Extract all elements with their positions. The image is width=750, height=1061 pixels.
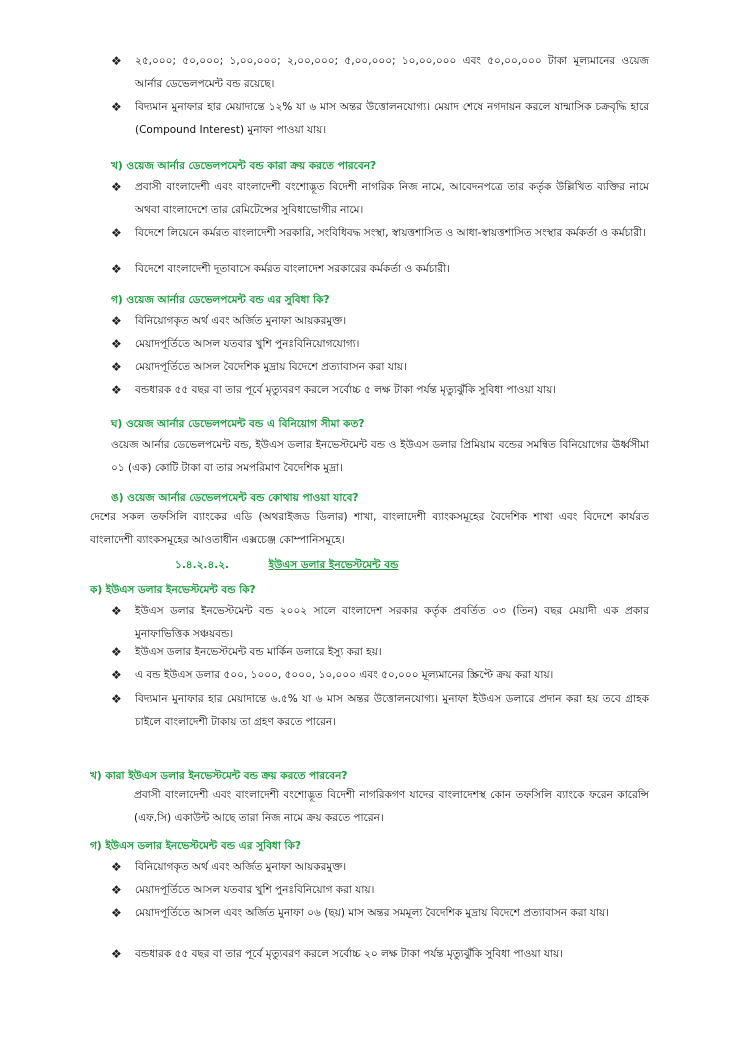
diamond-bullet-icon: ❖ (111, 314, 122, 328)
bullet-text: বিনিয়োগকৃত অর্থ এবং অর্জিত মুনাফা আয়করমুক্ত। (135, 861, 347, 873)
bullet-text: বন্ডধারক ৫৫ বছর বা তার পূর্বে মৃত্যুবরণ করলে সর্বোচ্চ ২০ লক্ষ টাকা পর্যন্ত মৃত্যুঝুঁকি সুবিধা পাওয়া যায়। (135, 948, 563, 960)
bullet-profit-rate (111, 96, 649, 142)
bullet-text: মেয়াদপূর্তিতে আসল এবং অর্জিত মুনাফা ০৬ (ছয়) মাস অন্তর সমমূল্য বৈদেশিক মুদ্রায় বিদেশে প্রত্যাবাসন করা যায়। (135, 907, 609, 919)
bullet-repatriation (111, 356, 649, 379)
bullet-text: বিদ্যমান মুনাফার হার মেয়াদান্তে ১২% যা ৬ মাস অন্তর উত্তোলনযোগ্য। মেয়াদ শেষে নগদায়ন করলে ষান্মাসিক চক্রবৃদ্ধি হারে (Compound Interest) মুনাফা পাওয়া যায়। (135, 101, 649, 136)
diamond-bullet-icon: ❖ (111, 860, 122, 874)
bullet-usd-issued (111, 641, 649, 664)
heading-where-available: ঙ) ওয়েজ আর্নার ডেভেলপমেন্ট বন্ড কোথায় পাওয়া যাবে? (111, 492, 359, 504)
bullet-usd-profit (111, 688, 649, 734)
diamond-bullet-icon: ❖ (111, 906, 122, 920)
diamond-bullet-icon: ❖ (111, 360, 122, 374)
bullet-text: বিনিয়োগকৃত অর্থ এবং অর্জিত মুনাফা আয়করমুক্ত। (135, 315, 347, 327)
paragraph-who-can-buy-usd: প্রবাসী বাংলাদেশী এবং বাংলাদেশী বংশোদ্ভূত বিদেশী নাগরিকগণ যাদের বাংলাদেশস্থ কোন তফসিলি ব্যাংকে ফরেন কারেন্সি (এফ.সি) একাউন্ট আছে তারা নিজ নামে ক্রয় করতে পারেন। (134, 789, 649, 824)
bullet-usd-reinvest (111, 879, 649, 902)
paragraph-investment-limit: ওয়েজ আর্নার ডেভেলপমেন্ট বন্ড, ইউএস ডলার ইনভেস্টমেন্ট বন্ড ও ইউএস ডলার প্রিমিয়াম বন্ডের সমন্বিত বিনিয়োগের ঊর্ধ্বসীমা ০১ (এক) কোটি টাকা বা তার সমপরিমাণ বৈদেশিক মুদ্রা। (111, 439, 649, 474)
subsection-title: ইউএস ডলার ইনভেস্টমেন্ট বন্ড (268, 559, 399, 571)
bullet-text: প্রবাসী বাংলাদেশী এবং বাংলাদেশী বংশোদ্ভূত বিদেশী নাগরিক নিজ নামে, আবেদনপত্রে তার কর্তৃক উল্লিখিত ব্যক্তির নামে অথবা বাংলাদেশে তার রেমিটেন্সের সুবিধাভোগীর নামে। (135, 181, 649, 216)
bullet-lien-officials (111, 222, 649, 245)
bullet-embassy-staff (111, 258, 649, 281)
bullet-text: মেয়াদপূর্তিতে আসল যতবার খুশি পুনঃবিনিয়োগযোগ্য। (135, 338, 360, 350)
diamond-bullet-icon: ❖ (111, 668, 122, 682)
diamond-bullet-icon: ❖ (111, 54, 122, 68)
diamond-bullet-icon: ❖ (111, 226, 122, 240)
bullet-denominations (111, 50, 649, 96)
bullet-reinvest (111, 333, 649, 356)
bullet-text: ২৫,০০০; ৫০,০০০; ১,০০,০০০; ২,০০,০০০; ৫,০০,০০০; ১০,০০,০০০ এবং ৫০,০০,০০০ টাকা মূল্যমানের ওয়েজ আর্নার ডেভেলপমেন্ট বন্ড রয়েছে। (135, 55, 649, 90)
diamond-bullet-icon: ❖ (111, 383, 122, 397)
paragraph-where-available: দেশের সকল তফসিলি ব্যাংকের এডি (অথরাইজড ডিলার) শাখা, বাংলাদেশী ব্যাংকসমূহের বৈদেশিক শাখা এবং বিদেশে কার্যরত বাংলাদেশী ব্যাংকসমূহের আওতাধীন এক্সচেঞ্জ কোম্পানিসমূহে। (90, 511, 649, 546)
bullet-text: ইউএস ডলার ইনভেস্টমেন্ট বন্ড মার্কিন ডলারে ইস্যু করা হয়। (135, 646, 382, 658)
bullet-text: বিদেশে লিয়েনে কর্মরত বাংলাদেশী সরকারি, সংবিধিবদ্ধ সংস্থা, স্বায়ত্তশাসিত ও আধা-স্বায়ত্তশাসিত সংস্থার কর্মকর্তা ও কর্মচারী। (135, 227, 646, 239)
bullet-text: বিদেশে বাংলাদেশী দূতাবাসে কর্মরত বাংলাদেশ সরকারের কর্মকর্তা ও কর্মচারী। (135, 263, 450, 275)
heading-usd-benefits: গ) ইউএস ডলার ইনভেস্টমেন্ট বন্ড এর সুবিধা কি? (90, 840, 301, 852)
diamond-bullet-icon: ❖ (111, 604, 122, 618)
bullet-text: মেয়াদপূর্তিতে আসল বৈদেশিক মুদ্রায় বিদেশে প্রত্যাবাসন করা যায়। (135, 361, 407, 373)
bullet-usd-death-risk (111, 943, 649, 966)
bullet-usd-intro (111, 600, 649, 646)
bullet-text: ইউএস ডলার ইনভেস্টমেন্ট বন্ড ২০০২ সালে বাংলাদেশ সরকার কর্তৃক প্রবর্তিত ০৩ (তিন) বছর মেয়াদী এক প্রকার মুনাফাভিত্তিক সঞ্চয়বন্ড। (135, 605, 649, 640)
diamond-bullet-icon: ❖ (111, 262, 122, 276)
diamond-bullet-icon: ❖ (111, 337, 122, 351)
bullet-tax-free (111, 310, 649, 333)
bullet-text: বন্ডধারক ৫৫ বছর বা তার পূর্বে মৃত্যুবরণ করলে সর্বোচ্চ ৫ লক্ষ টাকা পর্যন্ত মৃত্যুঝুঁকি সুবিধা পাওয়া যায়। (135, 384, 557, 396)
heading-benefits: গ) ওয়েজ আর্নার ডেভেলপমেন্ট বন্ড এর সুবিধা কি? (111, 294, 330, 306)
heading-investment-limit: ঘ) ওয়েজ আর্নার ডেভেলপমেন্ট বন্ড এ বিনিয়োগ সীমা কত? (111, 418, 365, 430)
bullet-usd-tax-free (111, 856, 649, 879)
subsection-heading (175, 555, 398, 575)
heading-who-can-buy-usd: খ) কারা ইউএস ডলার ইনভেস্টমেন্ট বন্ড ক্রয় করতে পারবেন? (90, 770, 348, 782)
diamond-bullet-icon: ❖ (111, 947, 122, 961)
diamond-bullet-icon: ❖ (111, 645, 122, 659)
heading-what-is-usd-bond: ক) ইউএস ডলার ইনভেস্টমেন্ট বন্ড কি? (90, 584, 256, 596)
bullet-text: এ বন্ড ইউএস ডলার ৫০০, ১০০০, ৫০০০, ১০,০০০ এবং ৫০,০০০ মূল্যমানের স্ক্রিপ্টে ক্রয় করা যায়। (135, 669, 554, 681)
bullet-usd-repatriation (111, 902, 649, 925)
diamond-bullet-icon: ❖ (111, 180, 122, 194)
diamond-bullet-icon: ❖ (111, 100, 122, 114)
bullet-usd-scripts (111, 664, 649, 687)
subsection-number: ১.৪.২.৪.২. (175, 559, 230, 571)
diamond-bullet-icon: ❖ (111, 883, 122, 897)
bullet-expatriates (111, 176, 649, 222)
bullet-death-risk (111, 379, 649, 402)
bullet-text: মেয়াদপূর্তিতে আসল যতবার খুশি পুনঃবিনিয়োগ করা যায়। (135, 884, 375, 896)
diamond-bullet-icon: ❖ (111, 692, 122, 706)
bullet-text: বিদ্যমান মুনাফার হার মেয়াদান্তে ৬.৫% যা ৬ মাস অন্তর উত্তোলনযোগ্য। মুনাফা ইউএস ডলারে প্রদান করা হয় তবে গ্রাহক চাইলে বাংলাদেশী টাকায় তা গ্রহণ করতে পারেন। (135, 693, 649, 728)
heading-who-can-buy: খ) ওয়েজ আর্নার ডেভেলপমেন্ট বন্ড কারা ক্রয় করতে পারবেন? (111, 160, 377, 172)
